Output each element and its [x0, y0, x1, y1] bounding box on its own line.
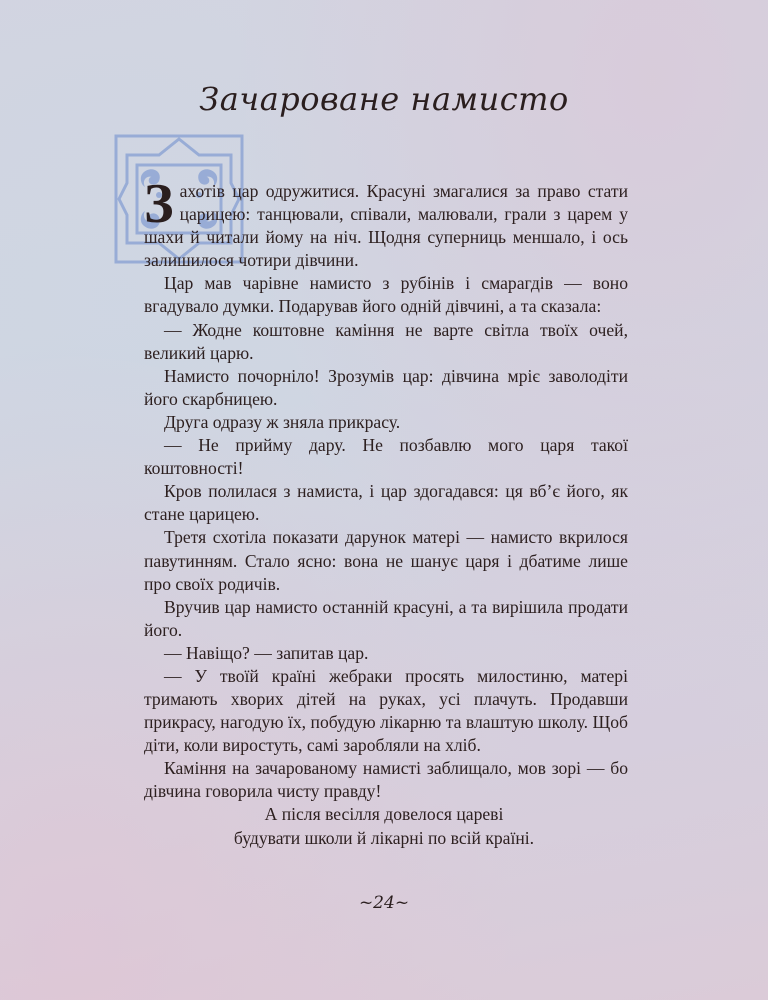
- story-paragraph: Намисто почорніло! Зрозумів цар: дівчина мріє заволодіти його скарбницею.: [144, 365, 628, 409]
- story-paragraph: Кров полилася з намиста, і цар здогадався: ця вб’є його, як стане царицею.: [144, 481, 628, 525]
- story-paragraph: Вручив цар намисто останній красуні, а та вирішила продати його.: [144, 596, 628, 640]
- story-paragraph: [144, 173, 628, 272]
- story-paragraph: — Навіщо? — запитав цар.: [164, 642, 369, 663]
- paragraph-text: ахотів цар одружитися. Красуні змагалися за право стати царицею: танцювали, співали, малювали, грали з царем у шахи й читали йому на ніч. Щодня суперниць меншало, і ось залишилося чотири дівчини.: [144, 181, 628, 271]
- story-paragraph: Каміння на зачарованому намисті заблищало, мов зорі — бо дівчина говорила чисту правду!: [144, 758, 628, 802]
- story-ending: [0, 802, 768, 850]
- story-paragraph: Цар мав чарівне намисто з рубінів і смарагдів — воно вгадувало думки. Подарував його одній дівчині, а та сказала:: [144, 273, 628, 317]
- story-body: [144, 173, 628, 804]
- ending-line: будувати школи й лікарні по всій країні.: [233, 828, 535, 848]
- story-paragraph: — Не прийму дару. Не позбавлю мого царя такої коштовності!: [144, 435, 628, 479]
- story-paragraph: — Жодне коштовне каміння не варте світла твоїх очей, великий царю.: [144, 319, 628, 363]
- story-paragraph: Друга одразу ж зняла прикрасу.: [164, 411, 401, 432]
- ending-line: А після весілля довелося цареві: [264, 804, 504, 824]
- story-paragraph: Третя схотіла показати дарунок матері — намисто вкрилося павутинням. Стало ясно: вона не шанує царя і дбатиме лише про своїх родичів.: [144, 527, 628, 594]
- story-paragraph: — У твоїй країні жебраки просять милостиню, матері тримають хворих дітей на руках, усі плачуть. Продавши прикрасу, нагодую їх, побудую лікарню та влаштую школу. Щоб діти, коли виростуть, самі заробляли на хліб.: [144, 665, 628, 756]
- drop-cap: З: [144, 173, 174, 235]
- story-title: Зачароване намисто: [199, 80, 569, 118]
- page-number: ~24~: [358, 893, 410, 913]
